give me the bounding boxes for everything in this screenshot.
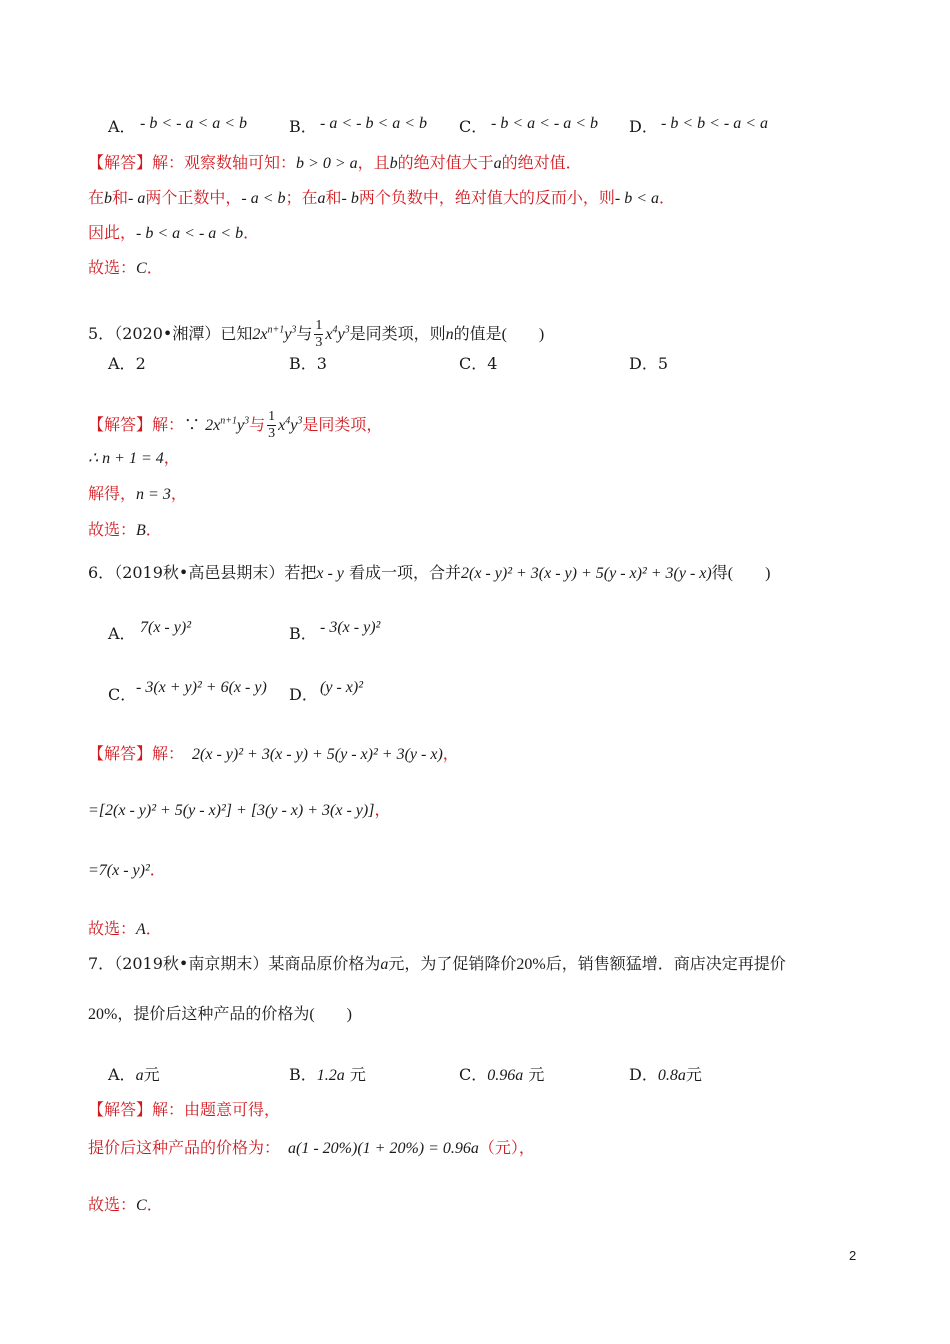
q4-solution-line2: 在b和- a两个正数中，- a < b；在a和- b两个负数中，绝对值大的反而小，则- b < a． [88, 188, 676, 207]
fraction: $\frac{1}{3}$ [268, 409, 276, 441]
q7-option-c: C．0.96a 元 [459, 1065, 545, 1084]
q4-solution-line1: 【解答】解：观察数轴可知：b > 0 > a，且b的绝对值大于a的绝对值． [88, 153, 582, 172]
q4-solution-line3: 因此，- b < a < - a < b． [88, 223, 260, 242]
solution-tag: 【解答】 [88, 744, 153, 763]
fraction: $\frac{1}{3}$ [315, 318, 323, 350]
q4-option-c: C． [459, 117, 488, 136]
q7-option-a: A．a元 [108, 1065, 160, 1084]
q5-option-a: A．2 [108, 354, 146, 373]
q7-stem-line1: 7．（2019秋•南京期末）某商品原价格为a元，为了促销降价20%后，销售额猛增．商店决定再提价 [88, 954, 786, 973]
q7-stem-line2: 20%，提价后这种产品的价格为( ) [88, 1004, 353, 1023]
q6-option-a: A． [108, 624, 136, 643]
q4-option-b: B． [289, 117, 317, 136]
q5-solution-line1: 【解答】解：∵ $2x^{n+1}y^3$与 $\frac{1}{3}$ $x^4y^3$是同类项， [88, 409, 383, 441]
q6-option-b-expr: - 3(x - y)² [320, 619, 381, 636]
q5-stem: 5．（2020•湘潭）已知$2x^{n+1}y^3$与 $\frac{1}{3}$ $x^4y^3$是同类项，则n的值是( ) [88, 318, 545, 350]
q6-stem: 6．（2019秋•高邑县期末）若把x - y 看成一项，合并2(x - y)² + 3(x - y) + 5(y - x)² + 3(y - x)得( ) [88, 563, 771, 582]
q7-option-d: D．0.8a元 [629, 1065, 702, 1084]
page-number: 2 [849, 1248, 857, 1263]
solution-tag: 【解答】 [88, 1100, 153, 1119]
q6-option-a-expr: 7(x - y)² [140, 619, 191, 636]
q5-solution-line2: ∴ n + 1 = 4， [88, 448, 180, 467]
q5-solution-line4: 故选：B． [88, 520, 162, 539]
q4-solution-line4: 故选：C． [88, 258, 163, 277]
q5-option-d: D．5 [629, 354, 669, 373]
q6-option-c: C． [108, 685, 137, 704]
q6-option-c-expr: - 3(x + y)² + 6(x - y) [136, 679, 267, 696]
q5-solution-line3: 解得，n = 3， [88, 484, 187, 503]
q4-option-a: A． [108, 117, 136, 136]
q5-option-c: C．4 [459, 354, 498, 373]
q7-solution-line3: 故选：C． [88, 1195, 163, 1214]
solution-tag: 【解答】 [88, 415, 153, 434]
q7-solution-line2: 提价后这种产品的价格为： a(1 - 20%)(1 + 20%) = 0.96a（元）， [88, 1138, 535, 1157]
q6-option-b: B． [289, 624, 317, 643]
q6-solution-line3: =7(x - y)²． [88, 860, 166, 879]
q4-option-d: D． [629, 117, 658, 136]
q6-solution-line1: 【解答】解： 2(x - y)² + 3(x - y) + 5(y - x)² + 3(y - x)， [88, 744, 459, 763]
q6-solution-line4: 故选：A． [88, 919, 162, 938]
q6-option-d: D． [289, 685, 318, 704]
solution-tag: 【解答】 [88, 153, 153, 172]
q7-solution-line1: 【解答】解：由题意可得， [88, 1100, 281, 1119]
q4-option-c-expr: - b < a < - a < b [491, 115, 599, 132]
q5-option-b: B．3 [289, 354, 327, 373]
q4-option-d-expr: - b < b < - a < a [661, 115, 769, 132]
q4-option-a-expr: - b < - a < a < b [140, 115, 248, 132]
q7-option-b: B．1.2a 元 [289, 1065, 366, 1084]
q6-option-d-expr: (y - x)² [320, 679, 363, 696]
q4-option-b-expr: - a < - b < a < b [320, 115, 428, 132]
q6-solution-line2: =[2(x - y)² + 5(y - x)²] + [3(y - x) + 3(x - y)]， [88, 800, 391, 819]
